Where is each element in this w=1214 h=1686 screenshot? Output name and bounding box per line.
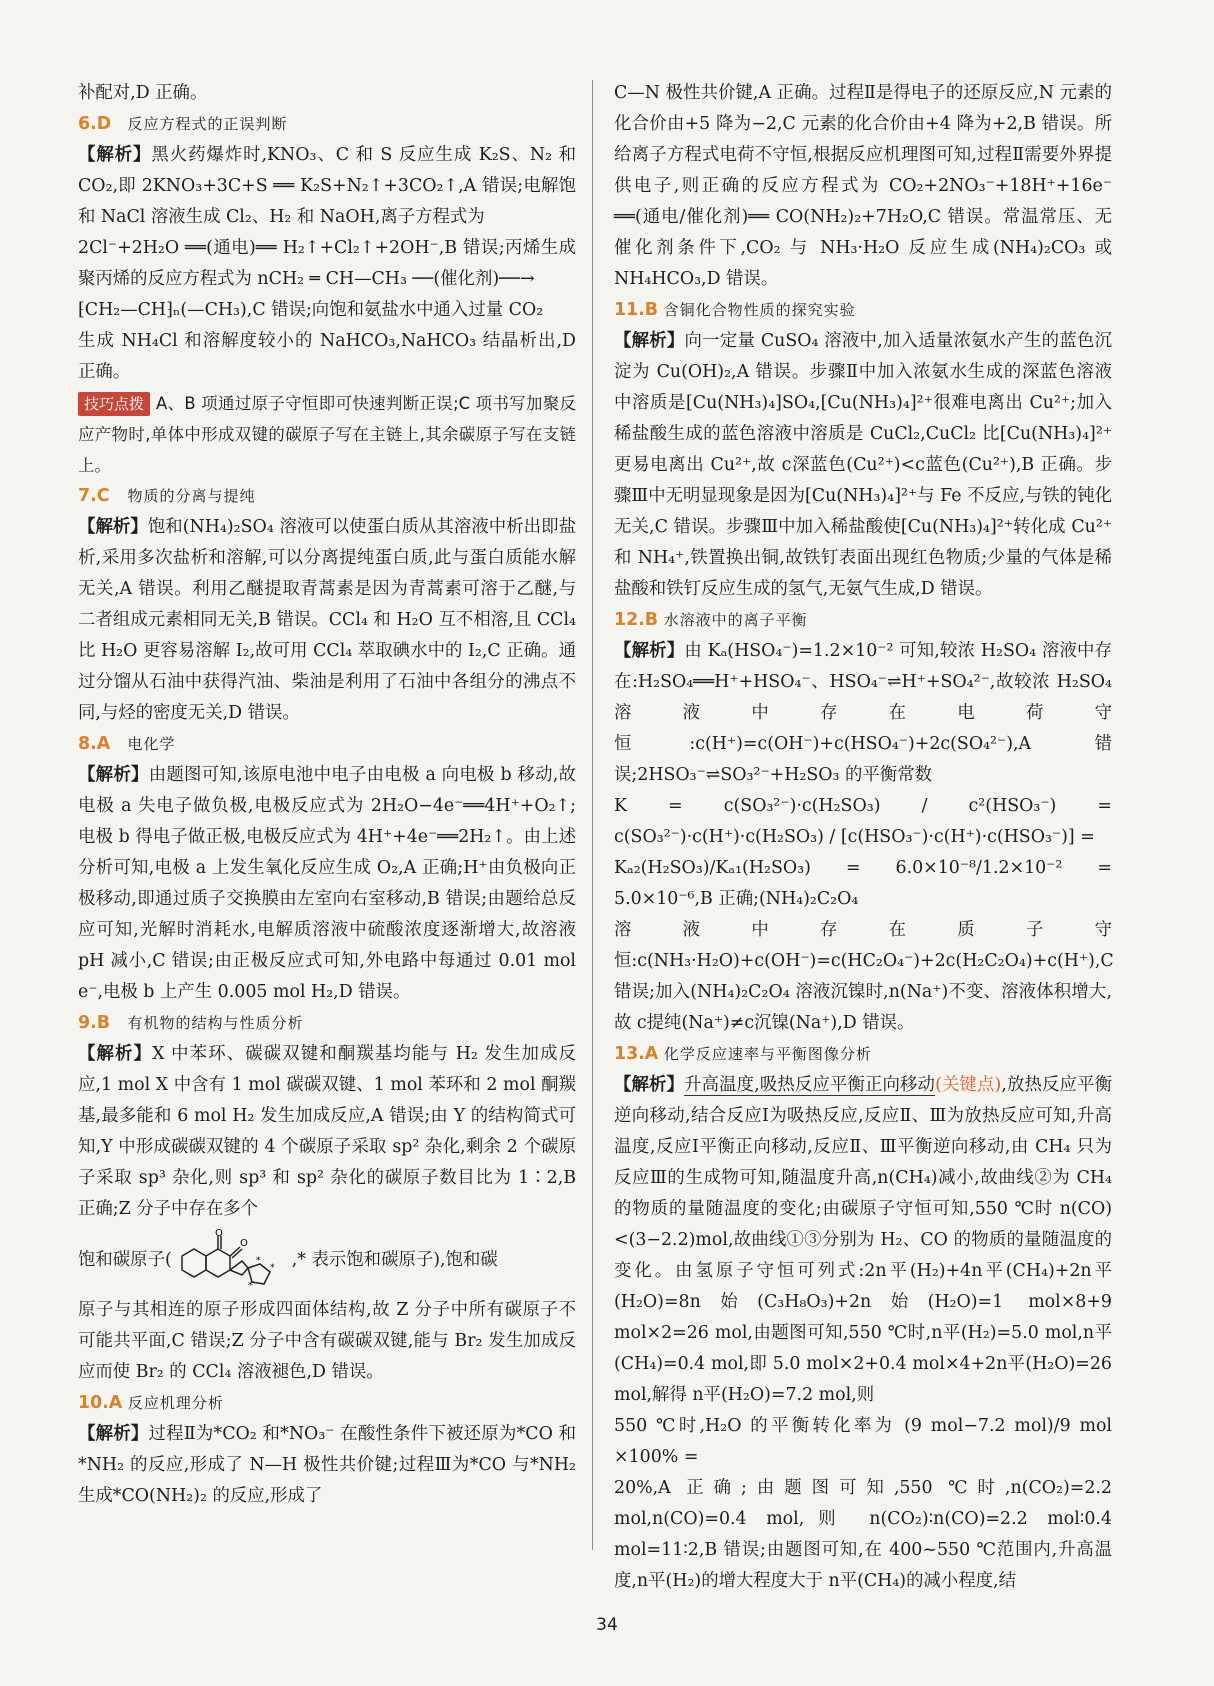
- svg-text:O: O: [239, 1237, 248, 1249]
- question-number: 7.C: [78, 486, 110, 506]
- tip-badge: 技巧点拨: [78, 392, 150, 416]
- question-topic: 电化学: [127, 735, 176, 753]
- question-11-header: [614, 295, 1112, 326]
- question-6-analysis: 【解析】黑火药爆炸时,KNO₃、C 和 S 反应生成 K₂S、N₂ 和 CO₂,即 2KNO₃+3C+S ══ K₂S+N₂↑+3CO₂↑,A 错误;电解饱和 NaCl 溶液生成 Cl₂、H₂ 和 NaOH,离子方程式为: [78, 145, 576, 227]
- question-6-conclusion: 生成 NH₄Cl 和溶解度较小的 NaHCO₃,NaHCO₃ 结晶析出,D 正确。: [78, 331, 576, 382]
- question-9-header: [78, 1008, 576, 1039]
- question-6-header: [78, 109, 576, 140]
- question-topic: 物质的分离与提纯: [127, 487, 256, 505]
- question-9-analysis: 【解析】X 中苯环、碳碳双键和酮羰基均能与 H₂ 发生加成反应,1 mol X 中含有 1 mol 碳碳双键、1 mol 苯环和 2 mol 酮羰基,最多能和 6 mol H₂ 发生加成反应,A 错误;由 Y 的结构简式可知,Y 中形成碳碳双键的 4 个碳原子采取 sp² 杂化,剩余 2 个碳原子采取 sp³ 杂化,则 sp³ 和 sp² 杂化的碳原子数目比为 1∶2,B 正确;Z 分子中存在多个: [78, 1044, 576, 1219]
- question-6-equation: 2Cl⁻+2H₂O ══(通电)══ H₂↑+Cl₂↑+2OH⁻,B 错误;丙烯生成聚丙烯的反应方程式为 nCH₂ ═ CH—CH₃ ──(催化剂)──→: [78, 238, 576, 289]
- question-12-analysis: 【解析】由 Kₐ(HSO₄⁻)=1.2×10⁻² 可知,较浓 H₂SO₄ 溶液中存在:H₂SO₄══H⁺+HSO₄⁻、HSO₄⁻⇌H⁺+SO₄²⁻,故较浓 H₂SO₄ 溶液中存在电荷守恒:c(H⁺)=c(OH⁻)+c(HSO₄⁻)+2c(SO₄²⁻),A 错误;2HSO₃⁻⇌SO₃²⁻+H₂SO₃ 的平衡常数: [614, 641, 1112, 785]
- tip-box: [78, 388, 576, 481]
- question-12-equation-2: Kₐ₂(H₂SO₃)/Kₐ₁(H₂SO₃) = 6.0×10⁻⁸/1.2×10⁻² = 5.0×10⁻⁶,B 正确;(NH₄)₂C₂O₄: [614, 858, 1112, 909]
- svg-text:*: *: [269, 1262, 275, 1273]
- question-10-header: [78, 1388, 576, 1419]
- question-11-analysis: 【解析】向一定量 CuSO₄ 溶液中,加入适量浓氨水产生的蓝色沉淀为 Cu(OH)₂,A 错误。步骤Ⅱ中加入浓氨水生成的深蓝色溶液中溶质是[Cu(NH₃)₄]SO₄,[Cu(NH₃)₄]²⁺很难电离出 Cu²⁺;加入稀盐酸生成的蓝色溶液中溶质是 CuCl₂,CuCl₂ 比[Cu(NH₃)₄]²⁺更易电离出 Cu²⁺,故 c深蓝色(Cu²⁺)<c蓝色(Cu²⁺),B 正确。步骤Ⅲ中无明显现象是因为[Cu(NH₃)₄]²⁺与 Fe 不反应,与铁的钝化无关,C 错误。步骤Ⅲ中加入稀盐酸使[Cu(NH₃)₄]²⁺转化成 Cu²⁺和 NH₄⁺,铁置换出铜,故铁钉表面出现红色物质;少量的气体是稀盐酸和铁钉反应生成的氢气,无氨气生成,D 错误。: [614, 331, 1112, 599]
- question-10-analysis: 【解析】过程Ⅱ为*CO₂ 和*NO₃⁻ 在酸性条件下被还原为*CO 和*NH₂ 的反应,形成了 N—H 极性共价键;过程Ⅲ为*CO 与*NH₂ 生成*CO(NH₂)₂ 的反应,形成了: [78, 1424, 576, 1506]
- question-9-conclusion: 原子与其相连的原子形成四面体结构,故 Z 分子中所有碳原子不可能共平面,C 错误;Z 分子中含有碳碳双键,能与 Br₂ 发生加成反应而使 Br₂ 的 CCl₄ 溶液褪色,D 错误。: [78, 1300, 576, 1382]
- question-topic: 化学反应速率与平衡图像分析: [663, 1045, 872, 1063]
- question-number: 8.A: [78, 734, 111, 754]
- question-13-analysis: 【解析】升高温度,吸热反应平衡正向移动(关键点),放热反应平衡逆向移动,结合反应Ⅰ为吸热反应,反应Ⅱ、Ⅲ为放热反应可知,升高温度,反应Ⅰ平衡正向移动,反应Ⅱ、Ⅲ平衡逆向移动,由 CH₄ 只为反应Ⅲ的生成物可知,随温度升高,n(CH₄)减小,故曲线②为 CH₄ 的物质的量随温度的变化;由碳原子守恒可知,550 ℃时 n(CO)<(3−2.2)mol,故曲线①③分别为 H₂、CO 的物质的量随温度的变化。由氢原子守恒可列式:2n平(H₂)+4n平(CH₄)+2n平(H₂O)=8n始(C₃H₈O₃)+2n始(H₂O)=1 mol×8+9 mol×2=26 mol,由题图可知,550 ℃时,n平(H₂)=5.0 mol,n平(CH₄)=0.4 mol,即 5.0 mol×2+0.4 mol×4+2n平(H₂O)=26 mol,解得 n平(H₂O)=7.2 mol,则: [614, 1075, 1112, 1405]
- question-topic: 含铜化合物性质的探究实验: [663, 301, 856, 319]
- intro-line: 补配对,D 正确。: [78, 83, 208, 103]
- question-7-analysis: 【解析】饱和(NH₄)₂SO₄ 溶液可以使蛋白质从其溶液中析出即盐析,采用多次盐析和溶解,可以分离提纯蛋白质,此与蛋白质能水解无关,A 错误。利用乙醚提取青蒿素是因为青蒿素可溶于乙醚,与二者组成元素相同无关,B 错误。CCl₄ 和 H₂O 互不相溶,且 CCl₄ 比 H₂O 更容易溶解 I₂,故可用 CCl₄ 萃取碘水中的 I₂,C 正确。通过分馏从石油中获得汽油、柴油是利用了石油中各组分的沸点不同,与烃的密度无关,D 错误。: [78, 517, 576, 723]
- question-topic: 水溶液中的离子平衡: [663, 611, 808, 629]
- question-12-header: [614, 605, 1112, 636]
- question-topic: 有机物的结构与性质分析: [127, 1014, 304, 1032]
- question-number: 10.A: [78, 1393, 123, 1413]
- left-column: [78, 78, 576, 1512]
- question-number: 11.B: [614, 300, 659, 320]
- question-13-header: [614, 1039, 1112, 1070]
- question-10-continued: C—N 极性共价键,A 正确。过程Ⅱ是得电子的还原反应,N 元素的化合价由+5 降为−2,C 元素的化合价由+4 降为+2,B 错误。所给离子方程式电荷不守恒,根据反应机理图可知,过程Ⅱ需要外界提供电子,则正确的反应方程式为 CO₂+2NO₃⁻+18H⁺+16e⁻ ══(通电/催化剂)══ CO(NH₂)₂+7H₂O,C 错误。常温常压、无催化剂条件下,CO₂ 与 NH₃·H₂O 反应生成(NH₄)₂CO₃ 或 NH₄HCO₃,D 错误。: [614, 83, 1112, 289]
- right-column: [614, 78, 1112, 1597]
- column-divider: [592, 80, 593, 1550]
- chemical-structure-icon: [172, 1228, 292, 1294]
- question-12-equation-1: K = c(SO₃²⁻)·c(H₂SO₃) / c²(HSO₃⁻) = c(SO₃²⁻)·c(H⁺)·c(H₂SO₃) / [c(HSO₃⁻)·c(H⁺)·c(HSO₃⁻)] =: [614, 796, 1112, 847]
- tip-text: A、B 项通过原子守恒即可快速判断正误;C 项书写加聚反应产物时,单体中形成双键的碳原子写在主链上,其余碳原子写在支链上。: [78, 394, 576, 475]
- question-8-analysis: 【解析】由题图可知,该原电池中电子由电极 a 向电极 b 移动,故电极 a 失电子做负极,电极反应式为 2H₂O−4e⁻══4H⁺+O₂↑;电极 b 得电子做正极,电极反应式为 4H⁺+4e⁻══2H₂↑。由上述分析可知,电极 a 上发生氧化反应生成 O₂,A 正确;H⁺由负极向正极移动,即通过质子交换膜由左室向右室移动,B 错误;由题给总反应可知,光解时消耗水,电解质溶液中硫酸浓度逐渐增大,故溶液 pH 减小,C 错误;由正极反应式可知,外电路中每通过 0.01 mol e⁻,电极 b 上产生 0.005 mol H₂,D 错误。: [78, 765, 576, 1002]
- question-number: 12.B: [614, 610, 659, 630]
- question-number: 13.A: [614, 1044, 659, 1064]
- keypoint-note: (关键点): [935, 1075, 1002, 1095]
- svg-text:O: O: [214, 1227, 223, 1239]
- question-12-conclusion: 溶液中存在质子守恒:c(NH₃·H₂O)+c(OH⁻)=c(HC₂O₄⁻)+2c(H₂C₂O₄)+c(H⁺),C 错误;加入(NH₄)₂C₂O₄ 溶液沉镍时,n(Na⁺)不变、溶液体积增大,故 c提纯(Na⁺)≠c沉镍(Na⁺),D 错误。: [614, 920, 1114, 1033]
- question-9-structure-line: 饱和碳原子( O O * * * ,* 表示饱和碳原子),饱和碳: [78, 1225, 576, 1295]
- question-7-header: [78, 481, 576, 512]
- question-13-equation: 550 ℃时,H₂O 的平衡转化率为 (9 mol−7.2 mol)/9 mol ×100% =: [614, 1416, 1112, 1467]
- question-topic: 反应机理分析: [127, 1394, 224, 1412]
- question-number: 9.B: [78, 1013, 110, 1033]
- question-13-conclusion: 20%,A 正确;由题图可知,550 ℃时,n(CO₂)=2.2 mol,n(CO)=0.4 mol,则 n(CO₂)∶n(CO)=2.2 mol∶0.4 mol=11∶2,B 错误;由题图可知,在 400~550 ℃范围内,升高温度,n平(H₂)的增大程度大于 n平(CH₄)的减小程度,结: [614, 1478, 1112, 1591]
- svg-text:*: *: [255, 1255, 261, 1266]
- page-number: 34: [596, 1615, 618, 1635]
- question-6-polymer: ⁅CH₂—CH⁆ₙ(—CH₃),C 错误;向饱和氨盐水中通入过量 CO₂: [78, 300, 544, 320]
- question-number: 6.D: [78, 114, 112, 134]
- svg-text:*: *: [247, 1280, 253, 1291]
- question-8-header: [78, 729, 576, 760]
- underlined-text: 升高温度,吸热反应平衡正向移动: [684, 1075, 936, 1095]
- question-topic: 反应方程式的正误判断: [127, 115, 288, 133]
